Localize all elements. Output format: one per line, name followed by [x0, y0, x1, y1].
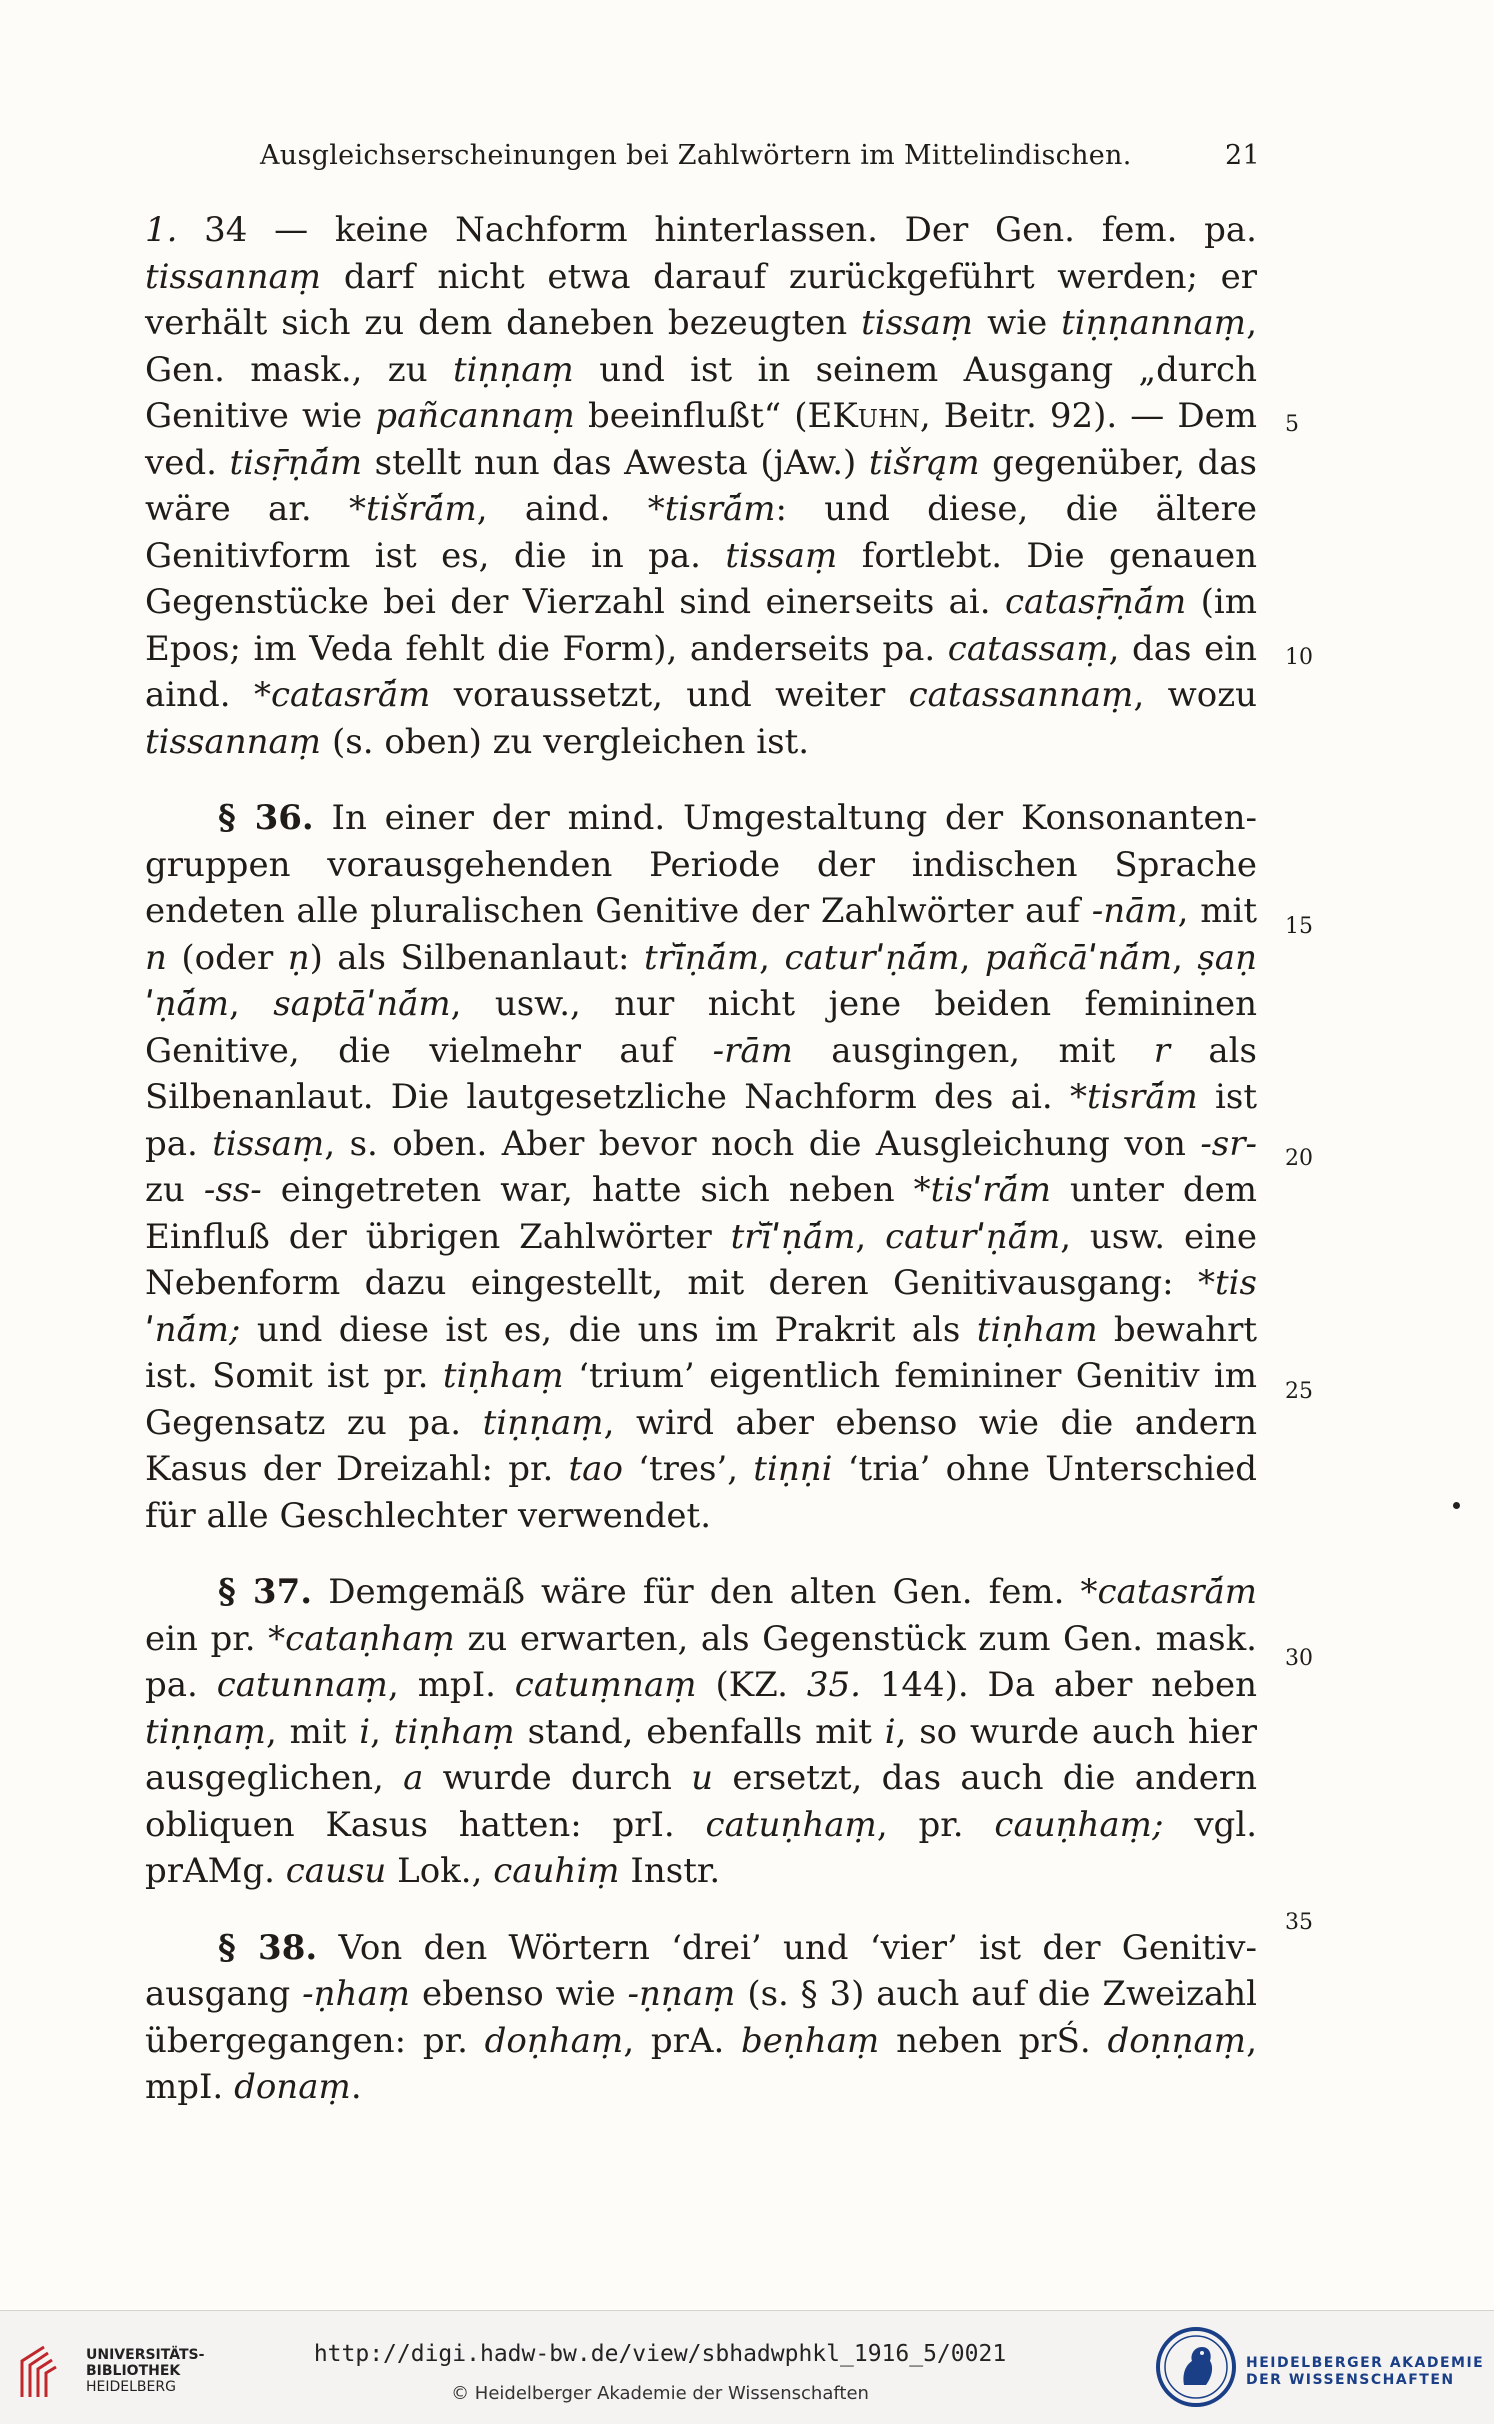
academy-seal-icon	[1154, 2325, 1238, 2409]
copyright-notice: © Heidelberger Akademie der Wissenschaften	[451, 2383, 869, 2404]
running-title: Ausgleichserscheinungen bei Zahlwörtern im Mittelindischen.	[260, 140, 1132, 171]
line-number: 5	[1285, 412, 1299, 437]
permalink-url[interactable]: http://digi.hadw-bw.de/view/sbhadwphkl_1916_5/0021	[313, 2341, 1007, 2367]
line-number: 10	[1285, 645, 1313, 670]
ink-speck	[1453, 1502, 1460, 1509]
viewer-footer	[0, 2310, 1494, 2424]
university-library-logo-icon	[14, 2343, 74, 2399]
academy-name: HEIDELBERGER AKADEMIE DER WISSENSCHAFTEN	[1246, 2355, 1485, 2388]
line-number: 35	[1285, 1910, 1313, 1935]
library-name: UNIVERSITÄTS- BIBLIOTHEK HEIDELBERG	[86, 2347, 205, 2395]
paragraph-37: § 37. Demgemäß wäre für den alten Gen. fem. *catasrā́m ein pr. *cataṇhaṃ zu erwarten, als Gegenstück zum Gen. mask. pa. catunnaṃ, mpI. catuṃnaṃ (KZ. 35. 144). Da aber neben tiṇṇaṃ, mit i, tiṇhaṃ stand, ebenfalls mit i, so wurde auch hier ausgeglichen, a wurde durch u ersetzt, das auch die andern obliquen Kasus hatten: prI. catuṇhaṃ, pr. cauṇhaṃ; vgl. prAMg. causu Lok., cauhiṃ Instr.	[145, 1572, 1257, 1891]
body-text	[145, 207, 1257, 2111]
line-number: 15	[1285, 914, 1313, 939]
running-header	[260, 140, 1260, 171]
page-number: 21	[1225, 140, 1260, 171]
paragraph-38: § 38. Von den Wörtern ‘drei’ und ‘vier’ ist der Genitivausgang -ṇhaṃ ebenso wie -ṇṇaṃ (s. § 3) auch auf die Zweizahl übergegangen: pr. doṇhaṃ, prA. beṇhaṃ neben prŚ. doṇṇaṃ, mpI. donaṃ.	[145, 1927, 1258, 2107]
line-number: 30	[1285, 1646, 1313, 1671]
line-number: 25	[1285, 1379, 1313, 1404]
paragraph-36: § 36. In einer der mind. Umgestaltung der Konsonantengruppen vorausgehenden Periode der indischen Sprache endeten alle pluralischen Genitive der Zahlwörter auf -nām, mit n (oder ṇ) als Silbenanlaut: trī̆ṇā́m, caturˈṇā́m, pañcāˈnā́m, ṣaṇˈṇā́m, saptāˈnā́m, usw., nur nicht jene beiden femininen Genitive, die vielmehr auf -rām ausgingen, mit r als Silbenanlaut. Die lautgesetzliche Nachform des ai. *tisrā́m ist pa. tissaṃ, s. oben. Aber bevor noch die Ausgleichung von -sr- zu -ss- eingetreten war, hatte sich neben *tisˈrā́m unter dem Einfluß der übrigen Zahlwörter trī̆ˈṇā́m, caturˈṇā́m, usw. eine Nebenform dazu eingestellt, mit deren Genitivausgang: *tisˈnā́m; und diese ist es, die uns im Prakrit als tiṇham bewahrt ist. Somit ist pr. tiṇhaṃ ‘trium’ eigentlich femininer Genitiv im Gegensatz zu pa. tiṇṇaṃ, wird aber ebenso wie die andern Kasus der Dreizahl: pr. tao ‘tres’, tiṇṇi ‘tria’ ohne Unterschied für alle Geschlechter verwendet.	[145, 798, 1258, 1536]
line-number: 20	[1285, 1146, 1313, 1171]
paragraph-continuation: 1. 34 — keine Nachform hinterlassen. Der Gen. fem. pa. tissannaṃ darf nicht etwa darauf zurückgeführt werden; er verhält sich zu dem daneben bezeugten tissaṃ wie tiṇṇannaṃ, Gen. mask., zu tiṇṇaṃ und ist in seinem Ausgang „durch Genitive wie pañcannaṃ beeinflußt“ (EKuhn, Beitr. 92). — Dem ved. tisṝṇā́m stellt nun das Awesta (jAw.) tišrąm gegenüber, das wäre ar. *tišrā́m, aind. *tisrā́m: und diese, die ältere Genitivform ist es, die in pa. tissaṃ fortlebt. Die genauen Gegenstücke bei der Vierzahl sind einerseits ai. catasṝṇā́m (im Epos; im Veda fehlt die Form), anderseits pa. catassaṃ, das ein aind. *catasrā́m voraussetzt, und weiter catassannaṃ, wozu tissannaṃ (s. oben) zu vergleichen ist.	[145, 210, 1258, 762]
